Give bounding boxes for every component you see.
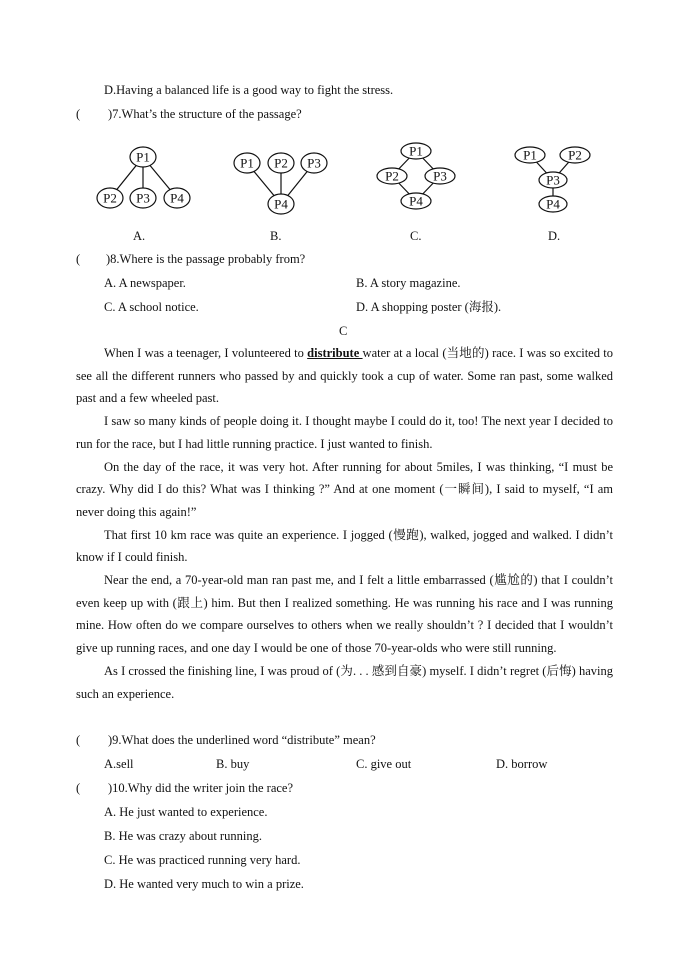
diagram-b-node-4: P4 [274, 196, 288, 212]
diagram-d-node-4: P4 [546, 196, 560, 212]
q8-option-b: B. A story magazine. [356, 276, 461, 290]
q9-question: )9.What does the underlined word “distribute” mean? [108, 733, 376, 747]
diagram-b-node-1: P1 [240, 155, 254, 171]
q7-answer-paren: ( [76, 107, 81, 121]
q8-question: )8.Where is the passage probably from? [106, 252, 306, 266]
diagram-b-node-2: P2 [274, 155, 288, 171]
section-heading: C [339, 324, 348, 338]
passage-paragraph-2: I saw so many kinds of people doing it. I thought maybe I could do it, too! The next year I decided to run for the race, but I had little running practice. I just wanted to finish. [76, 414, 613, 451]
q9-answer-paren: ( [76, 733, 81, 747]
diagram-c-label: C. [410, 229, 422, 243]
q9-option-b: B. buy [216, 757, 250, 771]
diagram-c-node-1: P1 [409, 143, 423, 159]
q10-question: )10.Why did the writer join the race? [108, 781, 294, 795]
diagram-a-node-2: P2 [103, 190, 117, 206]
q8-option-c: C. A school notice. [104, 300, 199, 314]
diagram-b-label: B. [270, 229, 282, 243]
q10-answer-paren: ( [76, 781, 81, 795]
q7-question: )7.What’s the structure of the passage? [108, 107, 302, 121]
diagram-d-node-3: P3 [546, 172, 560, 188]
passage-paragraph-1: When I was a teenager, I volunteered to distribute water at a local (当地的) race. I was so excited to see all the different runners who passed by and quickly took a cup of water. Some ran past, some walked past and a few wheeled past. [76, 346, 613, 406]
diagram-a-node-4: P4 [170, 190, 184, 206]
diagram-a-node-1: P1 [136, 149, 150, 165]
structure-diagrams [0, 0, 688, 230]
diagram-b-node-3: P3 [307, 155, 321, 171]
q9-option-a: A.sell [104, 757, 134, 771]
q8-answer-paren: ( [76, 252, 81, 266]
underlined-word: distribute [307, 346, 363, 360]
q9-option-d: D. borrow [496, 757, 548, 771]
diagram-d-label: D. [548, 229, 561, 243]
diagram-c-node-4: P4 [409, 193, 423, 209]
q9-option-c: C. give out [356, 757, 412, 771]
q10-option-b: B. He was crazy about running. [104, 829, 262, 843]
diagram-a-label: A. [133, 229, 146, 243]
q8-option-d: D. A shopping poster (海报). [356, 300, 502, 314]
passage-paragraph-4: That first 10 km race was quite an experience. I jogged (慢跑), walked, jogged and walked. I didn’t know if I could finish. [76, 527, 613, 565]
q10-option-d: D. He wanted very much to win a prize. [104, 877, 304, 891]
q6-option-d: D.Having a balanced life is a good way to fight the stress. [104, 83, 394, 97]
diagram-c-node-2: P2 [385, 168, 399, 184]
diagram-a-node-3: P3 [136, 190, 150, 206]
diagram-d-node-2: P2 [568, 147, 582, 163]
diagram-d-node-1: P1 [523, 147, 537, 163]
passage [76, 342, 613, 705]
q10-option-a: A. He just wanted to experience. [104, 805, 268, 819]
passage-paragraph-5: Near the end, a 70-year-old man ran past me, and I felt a little embarrassed (尴尬的) that I couldn’t even keep up with (跟上) him. But then I realized something. He was running his race and I was running mine. How often do we compare ourselves to others when we really shouldn’t ? I decided that I wouldn’t give up running races, and one day I would be one of those 70-year-olds who were still running. [76, 573, 613, 656]
diagram-c-node-3: P3 [433, 168, 447, 184]
passage-paragraph-3: On the day of the race, it was very hot. After running for about 5miles, I was thinking, “I must be crazy. Why did I do this? What was I thinking ?” And at one moment (一瞬间), I said to myself, “I am never doing this again!” [76, 459, 613, 519]
q10-option-c: C. He was practiced running very hard. [104, 853, 301, 867]
q8-option-a: A. A newspaper. [104, 276, 186, 290]
passage-paragraph-6: As I crossed the finishing line, I was proud of (为. . . 感到自豪) myself. I didn’t regret (后悔) having such an experience. [76, 663, 613, 701]
